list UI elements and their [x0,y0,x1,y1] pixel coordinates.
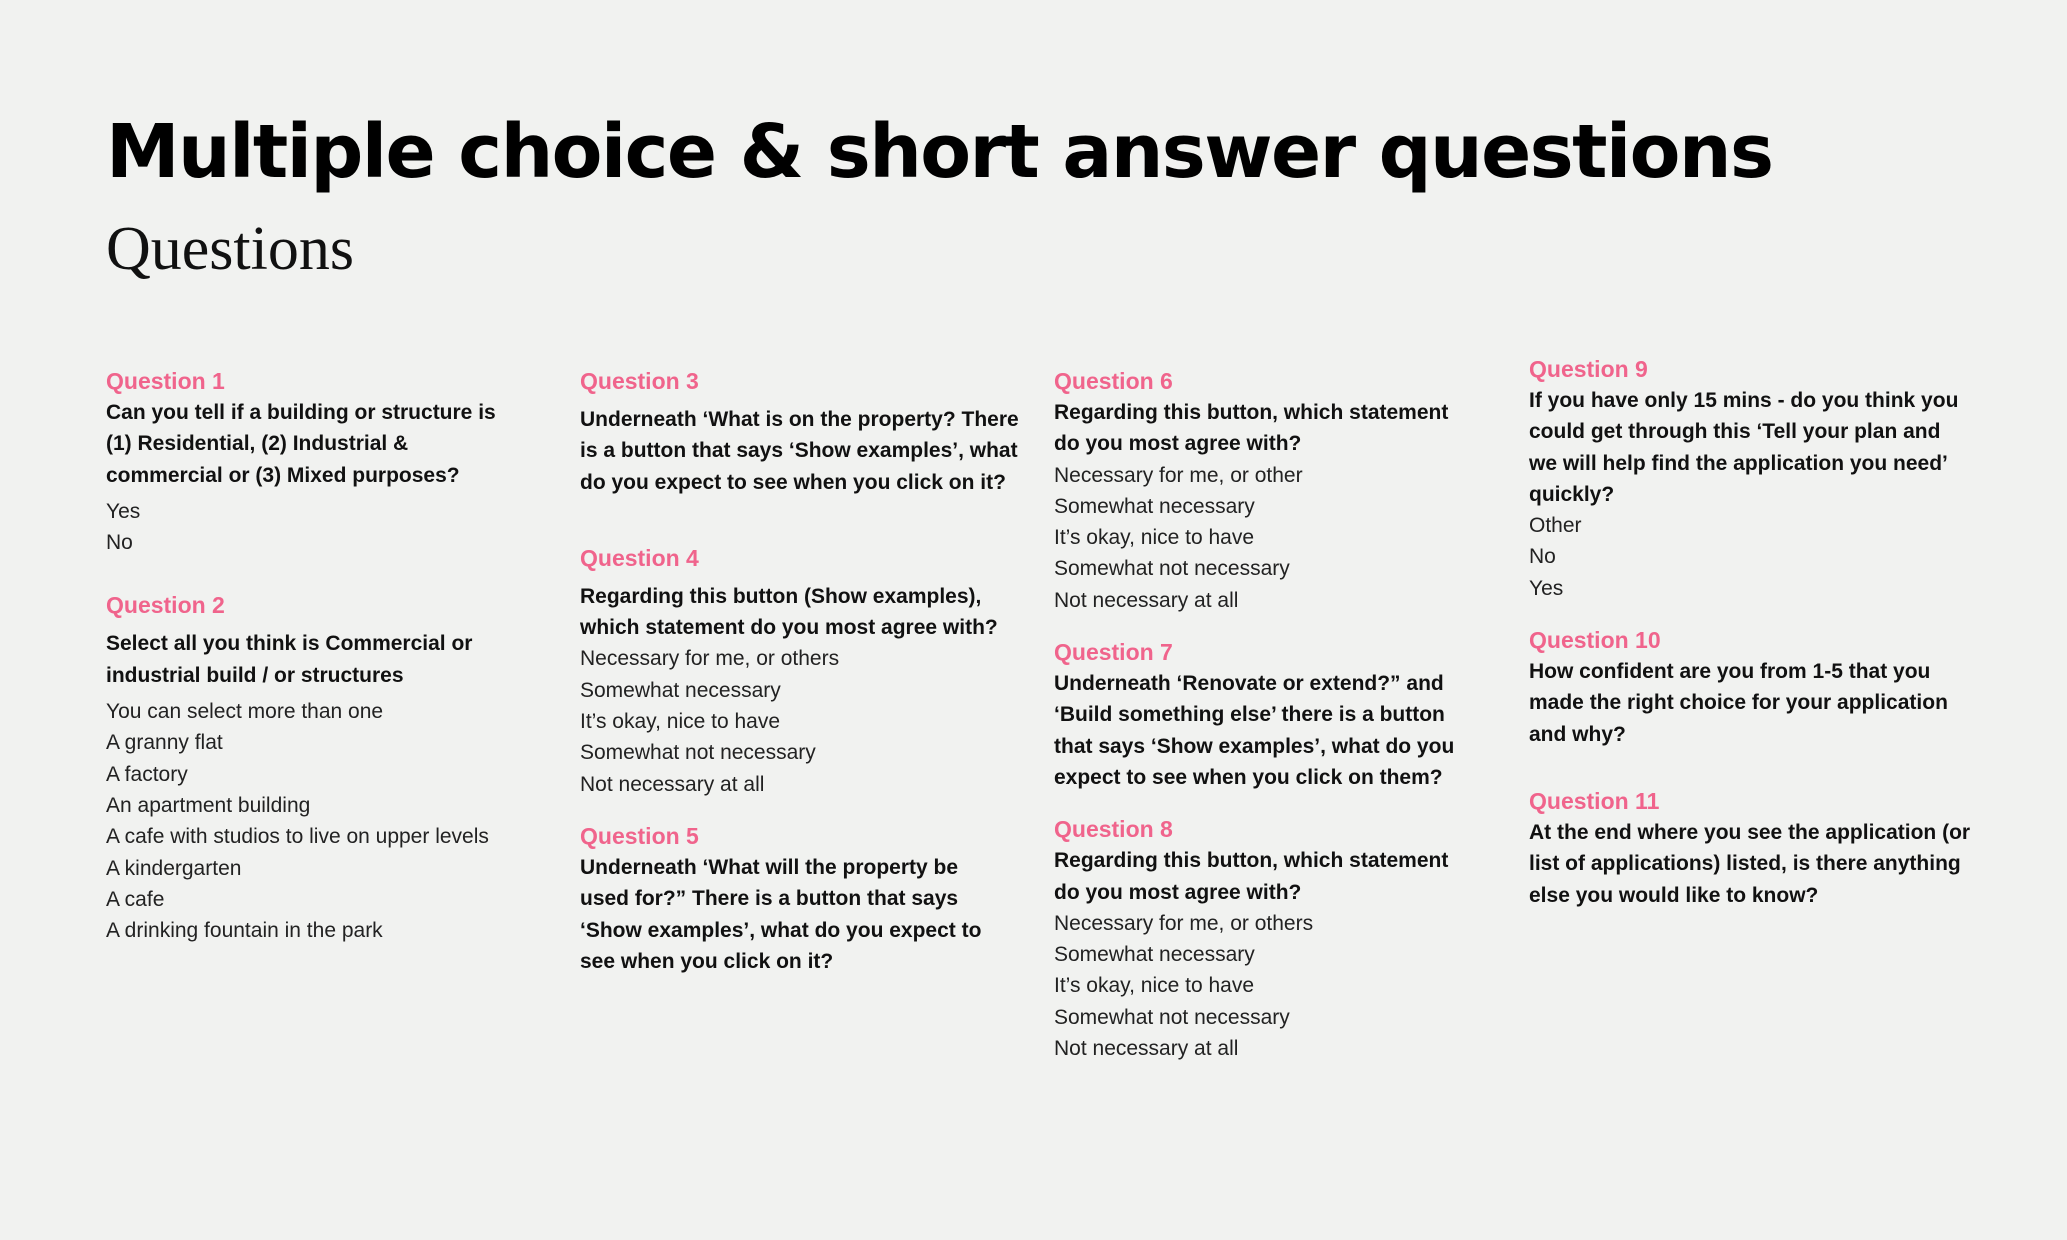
answer-option[interactable]: Yes [1529,576,1564,600]
answer-option[interactable]: Necessary for me, or others [580,647,840,671]
question-text: Underneath ‘What will the property be used for?” There is a button that says ‘Show examples’, what do you expect to see when you click on it? [580,855,982,973]
question-text: Can you tell if a building or structure is (1) Residential, (2) Industrial & commercial or (3) Mixed purposes? [106,401,496,487]
answer-option[interactable]: Somewhat necessary [1054,494,1255,518]
answer-option[interactable]: Somewhat not necessary [580,741,816,765]
answer-option[interactable]: Other [1529,514,1582,538]
question-column-1 [106,365,546,946]
question-text: Underneath ‘What is on the property? There is a button that says ‘Show examples’, what do you expect to see when you click on it? [580,408,1019,494]
question-label: Question 8 [1054,816,1173,843]
answer-option[interactable]: An apartment building [106,793,311,817]
question-text: Regarding this button, which statement do you most agree with? [1054,849,1449,904]
answer-option[interactable]: Somewhat not necessary [1054,1005,1290,1029]
question-label: Question 7 [1054,639,1173,666]
answer-option[interactable]: It’s okay, nice to have [1054,974,1255,998]
answer-option[interactable]: Somewhat necessary [580,678,781,702]
answer-option[interactable]: A factory [106,762,188,786]
question-9 [1529,353,1979,604]
answer-options [580,643,1020,799]
question-column-4 [1529,353,1979,911]
answer-option[interactable]: Yes [106,499,141,523]
question-label: Question 2 [106,592,225,619]
question-label: Question 3 [580,368,699,394]
question-label: Question 10 [1529,627,1661,654]
question-2 [106,589,546,946]
question-column-2 [580,365,1020,977]
question-text: Select all you think is Commercial or industrial build / or structures [106,632,473,687]
question-3 [580,365,1020,498]
answer-options [1529,510,1979,604]
answer-option[interactable]: Not necessary at all [1054,1037,1239,1061]
question-column-3 [1054,365,1494,1064]
page-subtitle: Questions [106,215,354,283]
question-text: At the end where you see the application (or list of applications) listed, is there anything else you would like to know? [1529,820,1971,907]
answer-option[interactable]: Somewhat necessary [1054,943,1255,967]
question-text: How confident are you from 1-5 that you made the right choice for your application and why? [1529,660,1948,746]
question-10 [1529,624,1979,750]
page-title: Multiple choice & short answer questions [106,109,1773,195]
answer-options [1054,460,1494,616]
question-5 [580,820,1020,977]
answer-option[interactable]: Necessary for me, or others [1054,911,1314,935]
answer-option[interactable]: A kindergarten [106,856,242,880]
question-label: Question 9 [1529,356,1648,382]
question-label: Question 1 [106,368,225,394]
question-6 [1054,365,1494,616]
question-label: Question 11 [1529,787,1660,814]
answer-option[interactable]: A cafe with studios to live on upper levels [106,825,489,849]
question-label: Question 5 [580,822,699,849]
question-label: Question 6 [1054,368,1173,394]
question-11 [1529,785,1979,911]
question-4 [580,542,1020,800]
question-label: Question 4 [580,544,699,571]
answer-hint: You can select more than one [106,700,384,724]
answer-option[interactable]: No [1529,545,1556,569]
answer-option[interactable]: Not necessary at all [580,772,765,796]
answer-option[interactable]: It’s okay, nice to have [1054,526,1255,550]
answer-options [106,496,546,559]
question-8 [1054,813,1494,1064]
answer-option[interactable]: No [106,531,133,555]
question-text: Regarding this button (Show examples), which statement do you most agree with? [580,584,998,640]
answer-options [106,696,546,946]
answer-option[interactable]: Not necessary at all [1054,588,1239,612]
question-text: Regarding this button, which statement do you most agree with? [1054,401,1449,456]
answer-options [1054,908,1494,1064]
question-1 [106,365,546,558]
question-text: If you have only 15 mins - do you think you could get through this ‘Tell your plan and we will help find the application you need’ quickly? [1529,389,1959,506]
answer-option[interactable]: It’s okay, nice to have [580,710,781,734]
answer-option[interactable]: A cafe [106,887,165,911]
answer-option[interactable]: Necessary for me, or other [1054,463,1303,487]
question-text: Underneath ‘Renovate or extend?” and ‘Build something else’ there is a button that says ‘Show examples’, what do you expect to see when you click on them? [1054,672,1455,789]
answer-option[interactable]: A granny flat [106,731,223,755]
question-7 [1054,636,1494,793]
answer-option[interactable]: Somewhat not necessary [1054,557,1290,581]
answer-option[interactable]: A drinking fountain in the park [106,919,383,943]
